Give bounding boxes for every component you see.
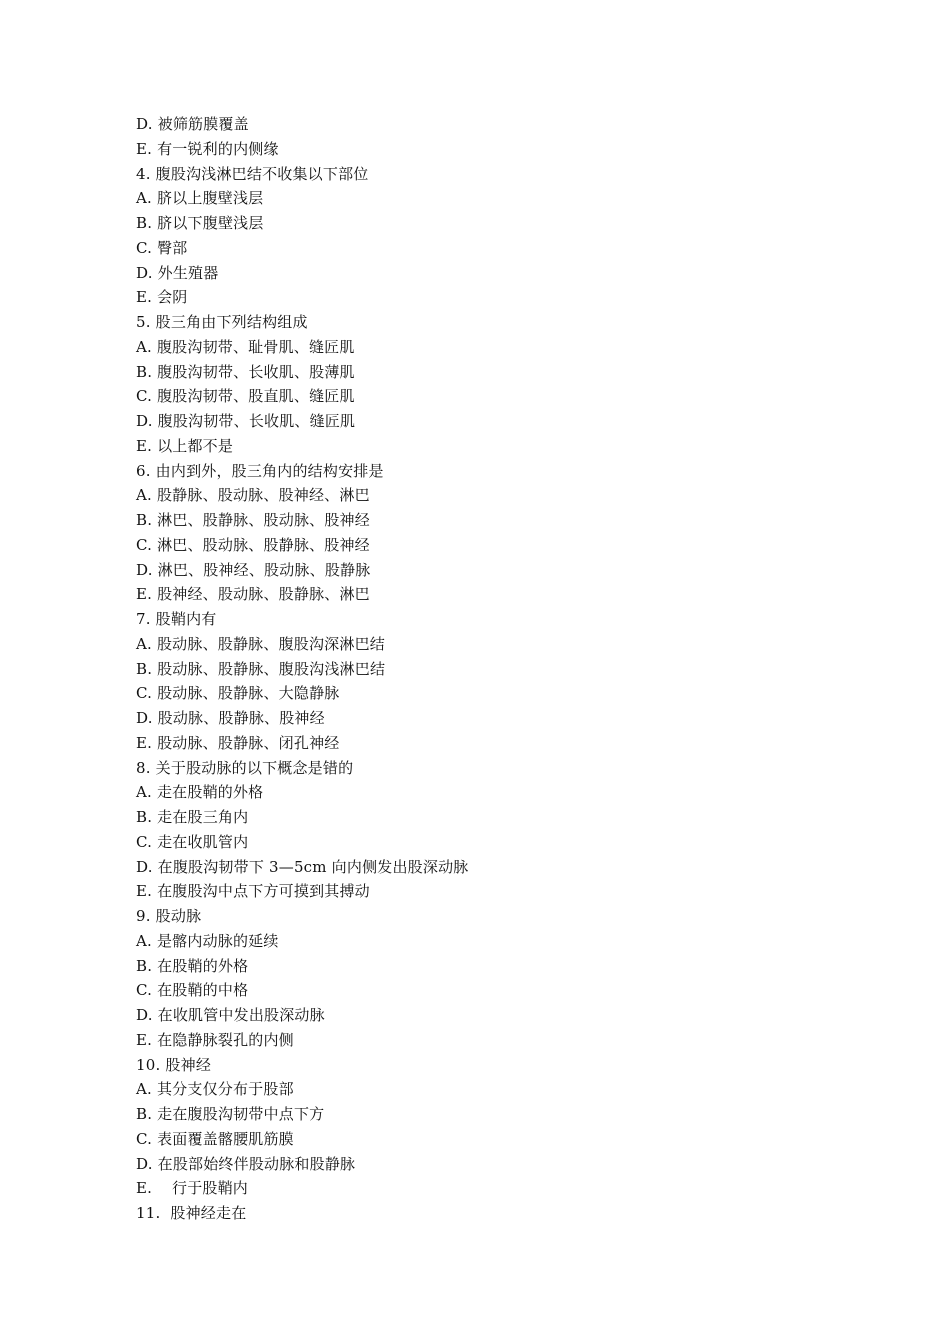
option-line: D. 在收肌管中发出股深动脉 (136, 1006, 325, 1024)
question-line: 4. 腹股沟浅淋巴结不收集以下部位 (136, 164, 369, 183)
question-line: 8. 关于股动脉的以下概念是错的 (136, 758, 354, 777)
option-line: D. 在股部始终伴股动脉和股静脉 (136, 1154, 356, 1173)
question-line: 6. 由内到外，股三角内的结构安排是 (136, 461, 384, 480)
option-line: E. 有一锐利的内侧缘 (136, 139, 279, 158)
option-line: C. 淋巴、股动脉、股静脉、股神经 (136, 535, 370, 554)
option-line: A. 股动脉、股静脉、腹股沟深淋巴结 (136, 634, 385, 653)
option-line: A. 其分支仅分布于股部 (136, 1080, 294, 1099)
option-line: B. 脐以下腹壁浅层 (136, 214, 264, 232)
option-line: B. 股动脉、股静脉、腹股沟浅淋巴结 (136, 659, 386, 678)
question-line: 7. 股鞘内有 (136, 610, 217, 628)
option-line: B. 走在股三角内 (136, 808, 249, 826)
option-line: C. 表面覆盖髂腰肌筋膜 (136, 1129, 294, 1148)
option-line: D. 腹股沟韧带、长收肌、缝匠肌 (136, 412, 356, 430)
option-line: A. 脐以上腹壁浅层 (136, 189, 264, 208)
option-line: A. 是髂内动脉的延续 (136, 931, 279, 950)
option-line: E. 股神经、股动脉、股静脉、淋巴 (136, 585, 370, 604)
option-line: A. 股静脉、股动脉、股神经、淋巴 (136, 486, 370, 505)
option-line: D. 在腹股沟韧带下 3—5cm 向内侧发出股深动脉 (136, 857, 469, 876)
option-line: E. 会阴 (136, 288, 188, 307)
option-line: E. 以上都不是 (136, 436, 234, 455)
option-line: B. 淋巴、股静脉、股动脉、股神经 (136, 511, 370, 529)
question-line: 5. 股三角由下列结构组成 (136, 313, 308, 331)
option-line: D. 股动脉、股静脉、股神经 (136, 709, 325, 727)
option-line: A. 走在股鞘的外格 (136, 783, 264, 802)
option-line: E. 行于股鞘内 (136, 1179, 248, 1198)
option-line: A. 腹股沟韧带、耻骨肌、缝匠肌 (136, 337, 355, 356)
option-line: C. 股动脉、股静脉、大隐静脉 (136, 684, 340, 703)
option-line: E. 在腹股沟中点下方可摸到其搏动 (136, 882, 370, 901)
option-line: E. 股动脉、股静脉、闭孔神经 (136, 733, 340, 752)
question-list (136, 112, 836, 1226)
question-line: 11. 股神经走在 (136, 1204, 247, 1222)
option-line: C. 臀部 (136, 238, 188, 257)
option-line: D. 淋巴、股神经、股动脉、股静脉 (136, 560, 371, 579)
question-line: 9. 股动脉 (136, 907, 202, 925)
option-line: B. 走在腹股沟韧带中点下方 (136, 1105, 325, 1123)
option-line: D. 被筛筋膜覆盖 (136, 115, 249, 133)
option-line: E. 在隐静脉裂孔的内侧 (136, 1030, 294, 1049)
option-line: B. 在股鞘的外格 (136, 956, 249, 975)
question-line: 10. 股神经 (136, 1055, 212, 1074)
option-line: B. 腹股沟韧带、长收肌、股薄肌 (136, 362, 355, 381)
option-line: C. 在股鞘的中格 (136, 981, 249, 1000)
option-line: C. 走在收肌管内 (136, 832, 249, 851)
option-line: C. 腹股沟韧带、股直肌、缝匠肌 (136, 387, 355, 406)
option-line: D. 外生殖器 (136, 263, 219, 282)
